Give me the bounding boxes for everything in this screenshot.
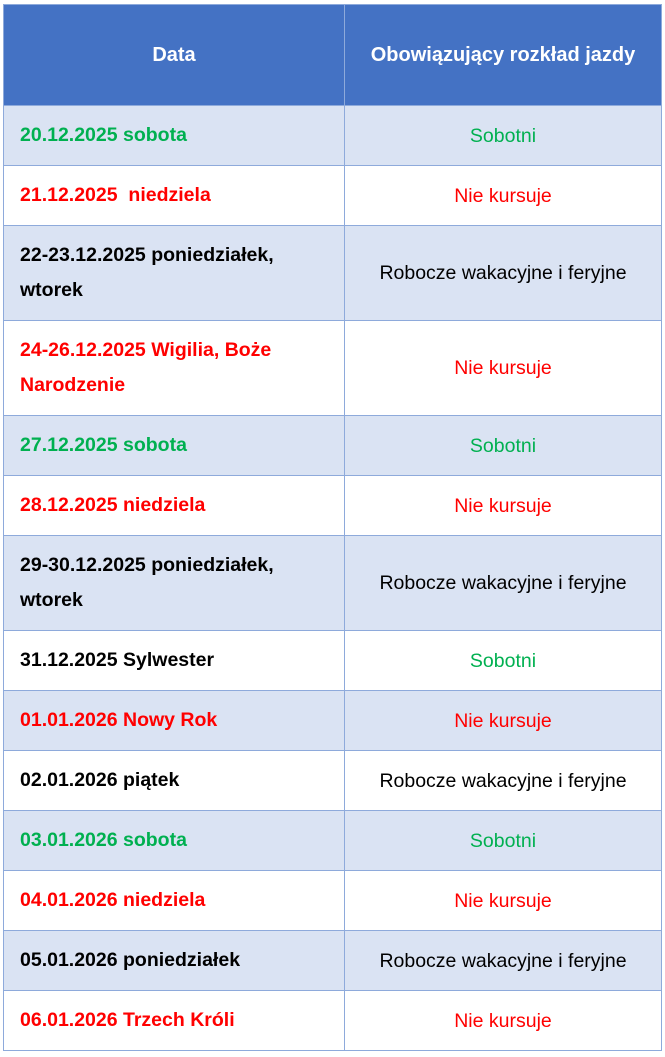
table-row bbox=[4, 931, 662, 991]
row-date: 02.01.2026 piątek bbox=[4, 751, 345, 811]
row-schedule: Sobotni bbox=[345, 631, 662, 691]
table-header-row bbox=[4, 5, 662, 106]
row-date: 04.01.2026 niedziela bbox=[4, 871, 345, 931]
table-row bbox=[4, 321, 662, 416]
row-date: 22-23.12.2025 poniedziałek, wtorek bbox=[4, 226, 345, 321]
row-date: 01.01.2026 Nowy Rok bbox=[4, 691, 345, 751]
row-schedule: Nie kursuje bbox=[345, 321, 662, 416]
table-row bbox=[4, 226, 662, 321]
row-schedule: Sobotni bbox=[345, 811, 662, 871]
row-schedule: Nie kursuje bbox=[345, 166, 662, 226]
row-schedule: Nie kursuje bbox=[345, 691, 662, 751]
row-schedule: Nie kursuje bbox=[345, 991, 662, 1051]
table-row bbox=[4, 536, 662, 631]
row-schedule: Robocze wakacyjne i feryjne bbox=[345, 751, 662, 811]
row-date: 24-26.12.2025 Wigilia, Boże Narodzenie bbox=[4, 321, 345, 416]
table-row bbox=[4, 476, 662, 536]
table-row bbox=[4, 691, 662, 751]
row-schedule: Sobotni bbox=[345, 106, 662, 166]
row-schedule: Sobotni bbox=[345, 416, 662, 476]
table-row bbox=[4, 811, 662, 871]
header-date: Data bbox=[4, 5, 345, 106]
table-row bbox=[4, 751, 662, 811]
row-date: 03.01.2026 sobota bbox=[4, 811, 345, 871]
table-row bbox=[4, 991, 662, 1051]
row-schedule: Robocze wakacyjne i feryjne bbox=[345, 536, 662, 631]
row-schedule: Robocze wakacyjne i feryjne bbox=[345, 226, 662, 321]
table-row bbox=[4, 166, 662, 226]
row-date: 31.12.2025 Sylwester bbox=[4, 631, 345, 691]
row-date: 21.12.2025 niedziela bbox=[4, 166, 345, 226]
row-schedule: Nie kursuje bbox=[345, 476, 662, 536]
row-date: 29-30.12.2025 poniedziałek, wtorek bbox=[4, 536, 345, 631]
row-schedule: Nie kursuje bbox=[345, 871, 662, 931]
table-row bbox=[4, 106, 662, 166]
row-schedule: Robocze wakacyjne i feryjne bbox=[345, 931, 662, 991]
row-date: 28.12.2025 niedziela bbox=[4, 476, 345, 536]
holiday-schedule-table bbox=[3, 4, 662, 1051]
table-row bbox=[4, 871, 662, 931]
row-date: 06.01.2026 Trzech Króli bbox=[4, 991, 345, 1051]
row-date: 20.12.2025 sobota bbox=[4, 106, 345, 166]
table-row bbox=[4, 631, 662, 691]
table-row bbox=[4, 416, 662, 476]
header-schedule: Obowiązujący rozkład jazdy bbox=[345, 5, 662, 106]
row-date: 27.12.2025 sobota bbox=[4, 416, 345, 476]
row-date: 05.01.2026 poniedziałek bbox=[4, 931, 345, 991]
schedule-table-container bbox=[3, 4, 661, 1051]
